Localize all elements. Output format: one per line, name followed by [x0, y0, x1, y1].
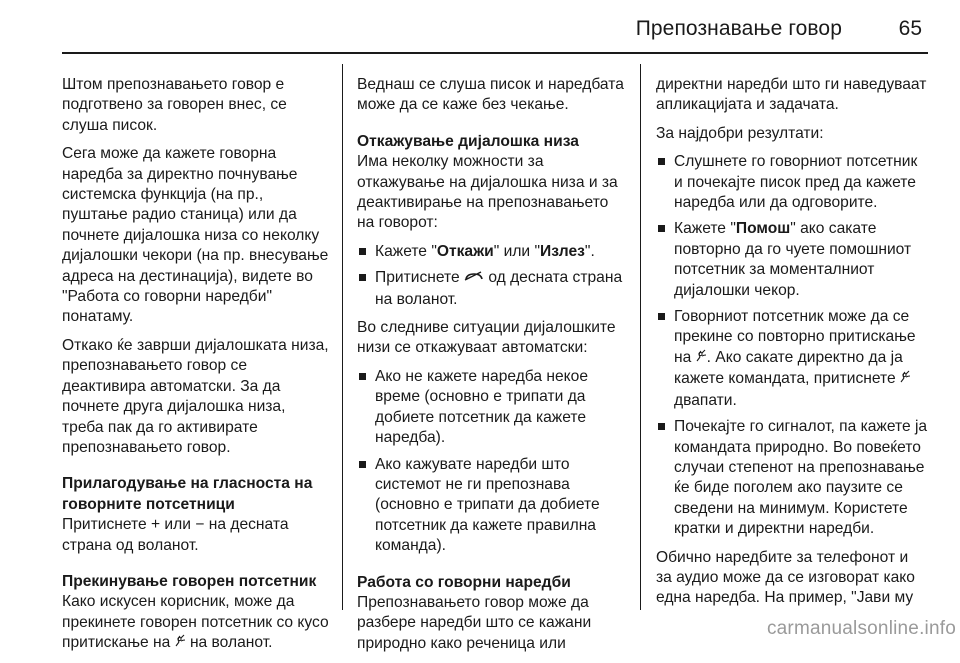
paragraph: директни наредби што ги наведуваат апликацијата и задачата.: [656, 76, 927, 114]
page-number: 65: [898, 17, 922, 40]
section-heading: Прилагодување на гласноста на говорните потсетници: [62, 475, 313, 513]
paragraph: Откако ќе заврши дијалошката низа, препознавањето говор се деактивира автоматски. За да почнете друга дијалошка низа, треба пак да го активирате препознавањето говор.: [62, 336, 329, 456]
bullet-icon: [359, 461, 366, 468]
column-divider-2: [640, 64, 641, 610]
section-heading: Прекинување говорен потсетник: [62, 572, 317, 590]
column-3: [656, 75, 928, 617]
list-item: Кажете "Откажи" или "Излез".: [357, 242, 627, 262]
bullet-icon: [359, 248, 366, 255]
header-rule: [62, 52, 928, 54]
bullet-list: [357, 367, 627, 557]
talk-icon: [175, 636, 186, 651]
list-item: Ако не кажете наредба некое време (основно е трипати да добиете потсетник да кажете наредба).: [357, 367, 627, 449]
list-item: Кажете "Помош" ако сакате повторно да го чуете помошниот потсетник за моменталниот дијалошки чекор.: [656, 219, 928, 301]
bullet-icon: [658, 158, 665, 165]
list-item: Ако кажувате наредби што системот не ги препознава (основно е трипати да добиете потсетник да кажете правилна команда).: [357, 455, 627, 557]
section-heading: Откажување дијалошка низа: [357, 132, 579, 150]
column-1: [62, 75, 330, 663]
talk-icon: [696, 351, 707, 366]
cross-reference-link[interactable]: "Работа со говорни наредби": [62, 288, 272, 306]
page-title: Препознавање говор: [635, 17, 842, 40]
paragraph: Во следниве ситуации дијалошките низи се откажуваат автоматски:: [357, 319, 616, 357]
paragraph: Штом препознавањето говор е подготвено за говорен внес, се слуша писок.: [62, 76, 287, 134]
paragraph: Сега може да кажете говорна наредба за директно почнување системска функција (на пр., пуштање радио станица) или да почнете дијалошка низа со неколку дијалошки чекори (на пр. внесување адреса на дестинација), видете во "Работа со говорни наредби" понатаму.: [62, 145, 329, 326]
paragraph: Притиснете + или − на десната страна од воланот.: [62, 516, 289, 554]
column-2: [357, 75, 627, 662]
bullet-icon: [658, 423, 665, 430]
list-item: Почекајте го сигналот, па кажете ја командата природно. Во повеќето случаи степенот на препознавање ќе биде поголем ако паузите се сведени на минимум. Користете кратки и директни наредби.: [656, 417, 928, 539]
bullet-list: [357, 242, 627, 310]
paragraph: Како искусен корисник, може да прекинете говорен потсетник со кусо притискање на на воланот.: [62, 593, 329, 652]
bullet-icon: [359, 373, 366, 380]
hang-up-icon: [464, 271, 484, 286]
minus-icon: −: [195, 516, 205, 534]
plus-icon: +: [150, 516, 161, 534]
paragraph: Препознавањето говор може да разбере наредби што се кажани природно како реченица или: [357, 593, 592, 652]
paragraph: Веднаш се слуша писок и наредбата може да се каже без чекање.: [357, 76, 624, 114]
paragraph: За најдобри резултати:: [656, 124, 824, 142]
bullet-icon: [359, 274, 366, 281]
bullet-list: [656, 152, 928, 539]
page-header: [0, 0, 960, 56]
paragraph: Има неколку можности за откажување на дијалошка низа и за деактивирање на препознавањето на говорот:: [357, 153, 618, 232]
talk-icon: [900, 372, 911, 387]
list-item: Слушнете го говорниот потсетник и почекајте писок пред да кажете наредба или да одговорите.: [656, 152, 928, 213]
column-divider-1: [342, 64, 343, 610]
list-item: Говорниот потсетник може да се прекине со повторно притискање на . Ако сакате директно да ја кажете командата, притиснете двапати.: [656, 307, 928, 411]
paragraph: Обично наредбите за телефонот и за аудио може да се изговорат како една наредба. На пример, "Јави му: [656, 548, 915, 607]
bullet-icon: [658, 313, 665, 320]
list-item: Притиснете од десната страна на воланот.: [357, 268, 627, 310]
section-heading: Работа со говорни наредби: [357, 573, 571, 591]
bullet-icon: [658, 225, 665, 232]
watermark: carmanualsonline.info: [766, 618, 956, 639]
